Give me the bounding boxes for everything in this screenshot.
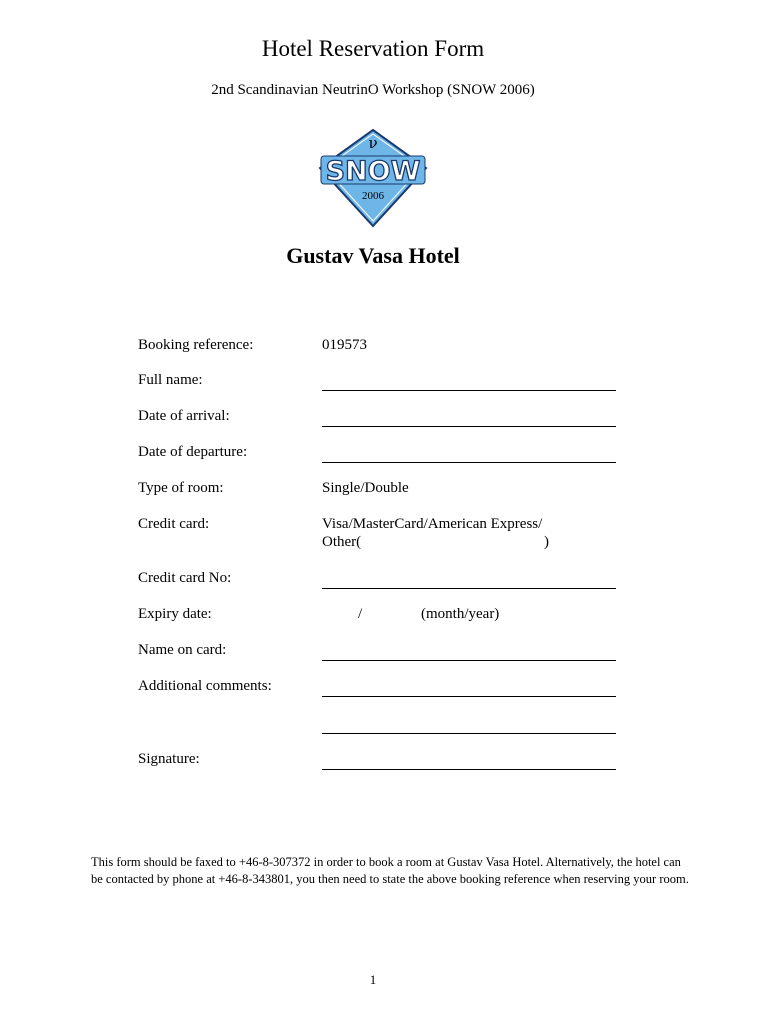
credit-card-no-label: Credit card No: (138, 570, 232, 586)
date-of-arrival-label: Date of arrival: (138, 408, 230, 424)
signature-field[interactable] (322, 769, 616, 770)
type-of-room-label: Type of room: (138, 480, 224, 496)
logo-nu-symbol: ν (368, 134, 378, 152)
hotel-name: Gustav Vasa Hotel (286, 243, 460, 268)
expiry-date-hint: (month/year) (421, 606, 500, 622)
credit-card-no-field[interactable] (322, 588, 616, 589)
additional-comments-label: Additional comments: (138, 678, 272, 694)
credit-card-other-close: ) (544, 534, 549, 550)
name-on-card-label: Name on card: (138, 642, 227, 658)
credit-card-options: Visa/MasterCard/American Express/ (322, 516, 543, 532)
logo-snow-text: SNOW (325, 156, 421, 187)
footer-note: This form should be faxed to +46-8-307372 in order to book a room at Gustav Vasa Hotel. Alternatively, the hotel can be contacted by phone at +46-8-343801, you then need to state the above booking reference when reserving your room. (91, 855, 689, 886)
additional-comments-field-line-2[interactable] (322, 733, 616, 734)
expiry-date-separator: / (358, 606, 363, 622)
name-on-card-field[interactable] (322, 660, 616, 661)
expiry-date-label: Expiry date: (138, 606, 212, 622)
logo-year: 2006 (362, 190, 384, 202)
page-subtitle: 2nd Scandinavian NeutrinO Workshop (SNOW 2006) (211, 82, 535, 98)
booking-reference-label: Booking reference: (138, 337, 254, 353)
type-of-room-value: Single/Double (322, 480, 409, 496)
credit-card-label: Credit card: (138, 516, 210, 532)
signature-label: Signature: (138, 751, 200, 767)
full-name-label: Full name: (138, 372, 203, 388)
snow-logo (318, 128, 428, 228)
date-of-departure-field[interactable] (322, 462, 616, 463)
full-name-field[interactable] (322, 390, 616, 391)
booking-reference-value: 019573 (322, 337, 367, 353)
additional-comments-field-line-1[interactable] (322, 696, 616, 697)
credit-card-other-open: Other( (322, 534, 362, 550)
page-title: Hotel Reservation Form (261, 36, 485, 61)
date-of-departure-label: Date of departure: (138, 444, 248, 460)
date-of-arrival-field[interactable] (322, 426, 616, 427)
page-number: 1 (369, 972, 377, 987)
